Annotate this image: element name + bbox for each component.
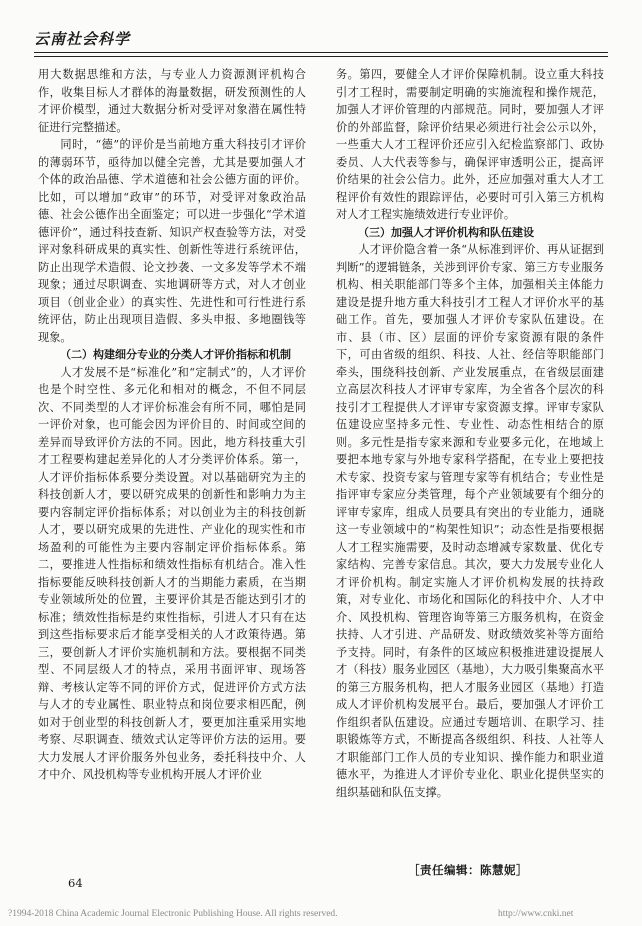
paragraph: 人才发展不是“标准化”和“定制式”的，人才评价也是个时空性、多元化和相对的概念，不但不同层次、不同类型的人才评价标准会有所不同，哪怕是同一评价对象，也可能会因为评价目的、时间或空间的差异而导致评价方法的不同。因此，地方科技重大引才工程要构建起差异化的人才分类评价体系。第一，人才评价指标体系要分类设置。对以基础研究为主的科技创新人才，要以研究成果的创新性和影响力为主要内容制定评价指标体系；对以创业为主的科技创新人才，要以研究成果的先进性、产业化的现实性和市场盈利的可能性为主要内容制定评价指标体系。第二，要推进人性指标和绩效性指标有机结合。准入性指标要能反映科技创新人才的当期能力素质，在当期专业领域所处的位置，主要评价其是否能达到引才的标准；绩效性指标是约束性指标，引进人才只有在达到这些指标要求后才能享受相关的人才政策待遇。第三，要创新人才评价实施机制和方法。要根据不同类型、不同层级人才的特点，采用书面评审、现场答辩、考核认定等不同的评价方式，促进评价方式方法与人才的专业属性、职业特点和岗位要求相匹配，例如对于创业型的科技创新人才，要更加注重采用实地考察、尽职调查、绩效式认定等评价方法的运用。要大力发展人才评价服务外包业务，委托科技中介、人才中介、风投机构等专业机构开展人才评价业 <box>38 365 306 781</box>
page-number: 64 <box>68 876 83 890</box>
section-heading: （二）构建细分专业的分类人才评价指标和机制 <box>60 348 291 361</box>
header-rule-thin <box>34 56 608 57</box>
copyright-text: ?1994-2018 China Academic Journal Electronic Publishing House. All rights reserved. <box>8 909 338 919</box>
paragraph: 用大数据思维和方法，与专业人力资源测评机构合作，收集目标人才群体的海量数据，研发预测性的人才评价模型，通过大数据分析对受评对象潜在属性特征进行完整描述。 <box>38 68 306 134</box>
journal-masthead: 云南社会科学 <box>34 30 131 48</box>
section-heading: （三）加强人才评价机构和队伍建设 <box>358 225 534 239</box>
left-column <box>38 66 306 784</box>
cnki-url[interactable]: http://www.cnki.net <box>498 909 574 919</box>
responsible-editor: ［责任编辑：陈慧妮］ <box>408 863 528 877</box>
paragraph: 务。第四，要健全人才评价保障机制。设立重大科技引才工程时，需要制定明确的实施流程和操作规范，加强人才评价管理的内部规范。同时，要加强人才评价的外部监督，除评价结果必须进行社会公示以外，一些重大人才工程评价还应引入纪检监察部门、政协委员、人大代表等参与，确保评审透明公正，提高评价结果的社会公信力。此外，还应加强对重大人才工程评价有效性的跟踪评估，必要时可引入第三方机构对人才工程实施绩效进行专业评价。 <box>336 68 604 221</box>
right-column <box>336 66 604 801</box>
header-rule <box>34 52 608 53</box>
copyright-footer <box>8 909 574 919</box>
paragraph: 人才评价隐含着一条“从标准到评价、再从证据到判断”的逻辑链条，关涉到评价专家、第三方专业服务机构、相关职能部门等多个主体，加强相关主体能力建设是提升地方重大科技引才工程人才评价水平的基础工作。首先，要加强人才评价专家队伍建设。在市、县（市、区）层面的评价专家资源有限的条件下，可由省级的组织、科技、人社、经信等职能部门牵头，围绕科技创新、产业发展重点，在省级层面建立高层次科技人才评审专家库，为全省各个层次的科技引才工程提供人才评审专家资源支撑。评审专家队伍建设应坚持多元性、专业性、动态性相结合的原则。多元性是指专家来源和专业要多元化，在地域上要把本地专家与外地专家科学搭配，在专业上要把技术专家、投资专家与管理专家等有机结合；专业性是指评审专家应分类管理，每个产业领域要有个细分的评审专家库，组成人员要具有突出的专业能力，通晓这一专业领域中的“构架性知识”；动态性是指要根据人才工程实施需要，及时动态增减专家数量、优化专家结构、完善专家信息。其次，要大力发展专业化人才评价机构。制定实施人才评价机构发展的扶持政策，对专业化、市场化和国际化的科技中介、人才中介、风投机构、管理咨询等第三方服务机构，在资金扶持、人才引进、产品研发、财政绩效奖补等方面给予支持。同时，有条件的区域应积极推进建设提展人才（科技）服务业园区（基地），大力吸引集聚高水平的第三方服务机构，把人才服务业园区（基地）打造成人才评价机构发展平台。最后，要加强人才评价工作组织者队伍建设。应通过专题培训、在职学习、挂职锻炼等方式，不断提高各级组织、科技、人社等人才职能部门工作人员的专业知识、操作能力和职业道德水平，为推进人才评价专业化、职业化提供坚实的组织基础和队伍支撑。 <box>336 243 604 799</box>
paragraph: 同时，“德”的评价是当前地方重大科技引才评价的薄弱环节，亟待加以健全完善，尤其是要加强人才个体的政治品德、学术道德和社会公德方面的评价。比如，可以增加“政审”的环节，对受评对象政治品德、社会公德作出全面鉴定；可以进一步强化“学术道德评价”，通过科技查新、知识产权查验等方法，对受评对象科研成果的真实性、创新性等进行系统评估，防止出现学术造假、论文抄袭、一文多发等学术不端现象；通过尽职调查、实地调研等方式，对人才创业项目（创业企业）的真实性、先进性和可行性进行系统评估，防止出现项目造假、多头申报、多地圈钱等现象。 <box>38 138 306 344</box>
